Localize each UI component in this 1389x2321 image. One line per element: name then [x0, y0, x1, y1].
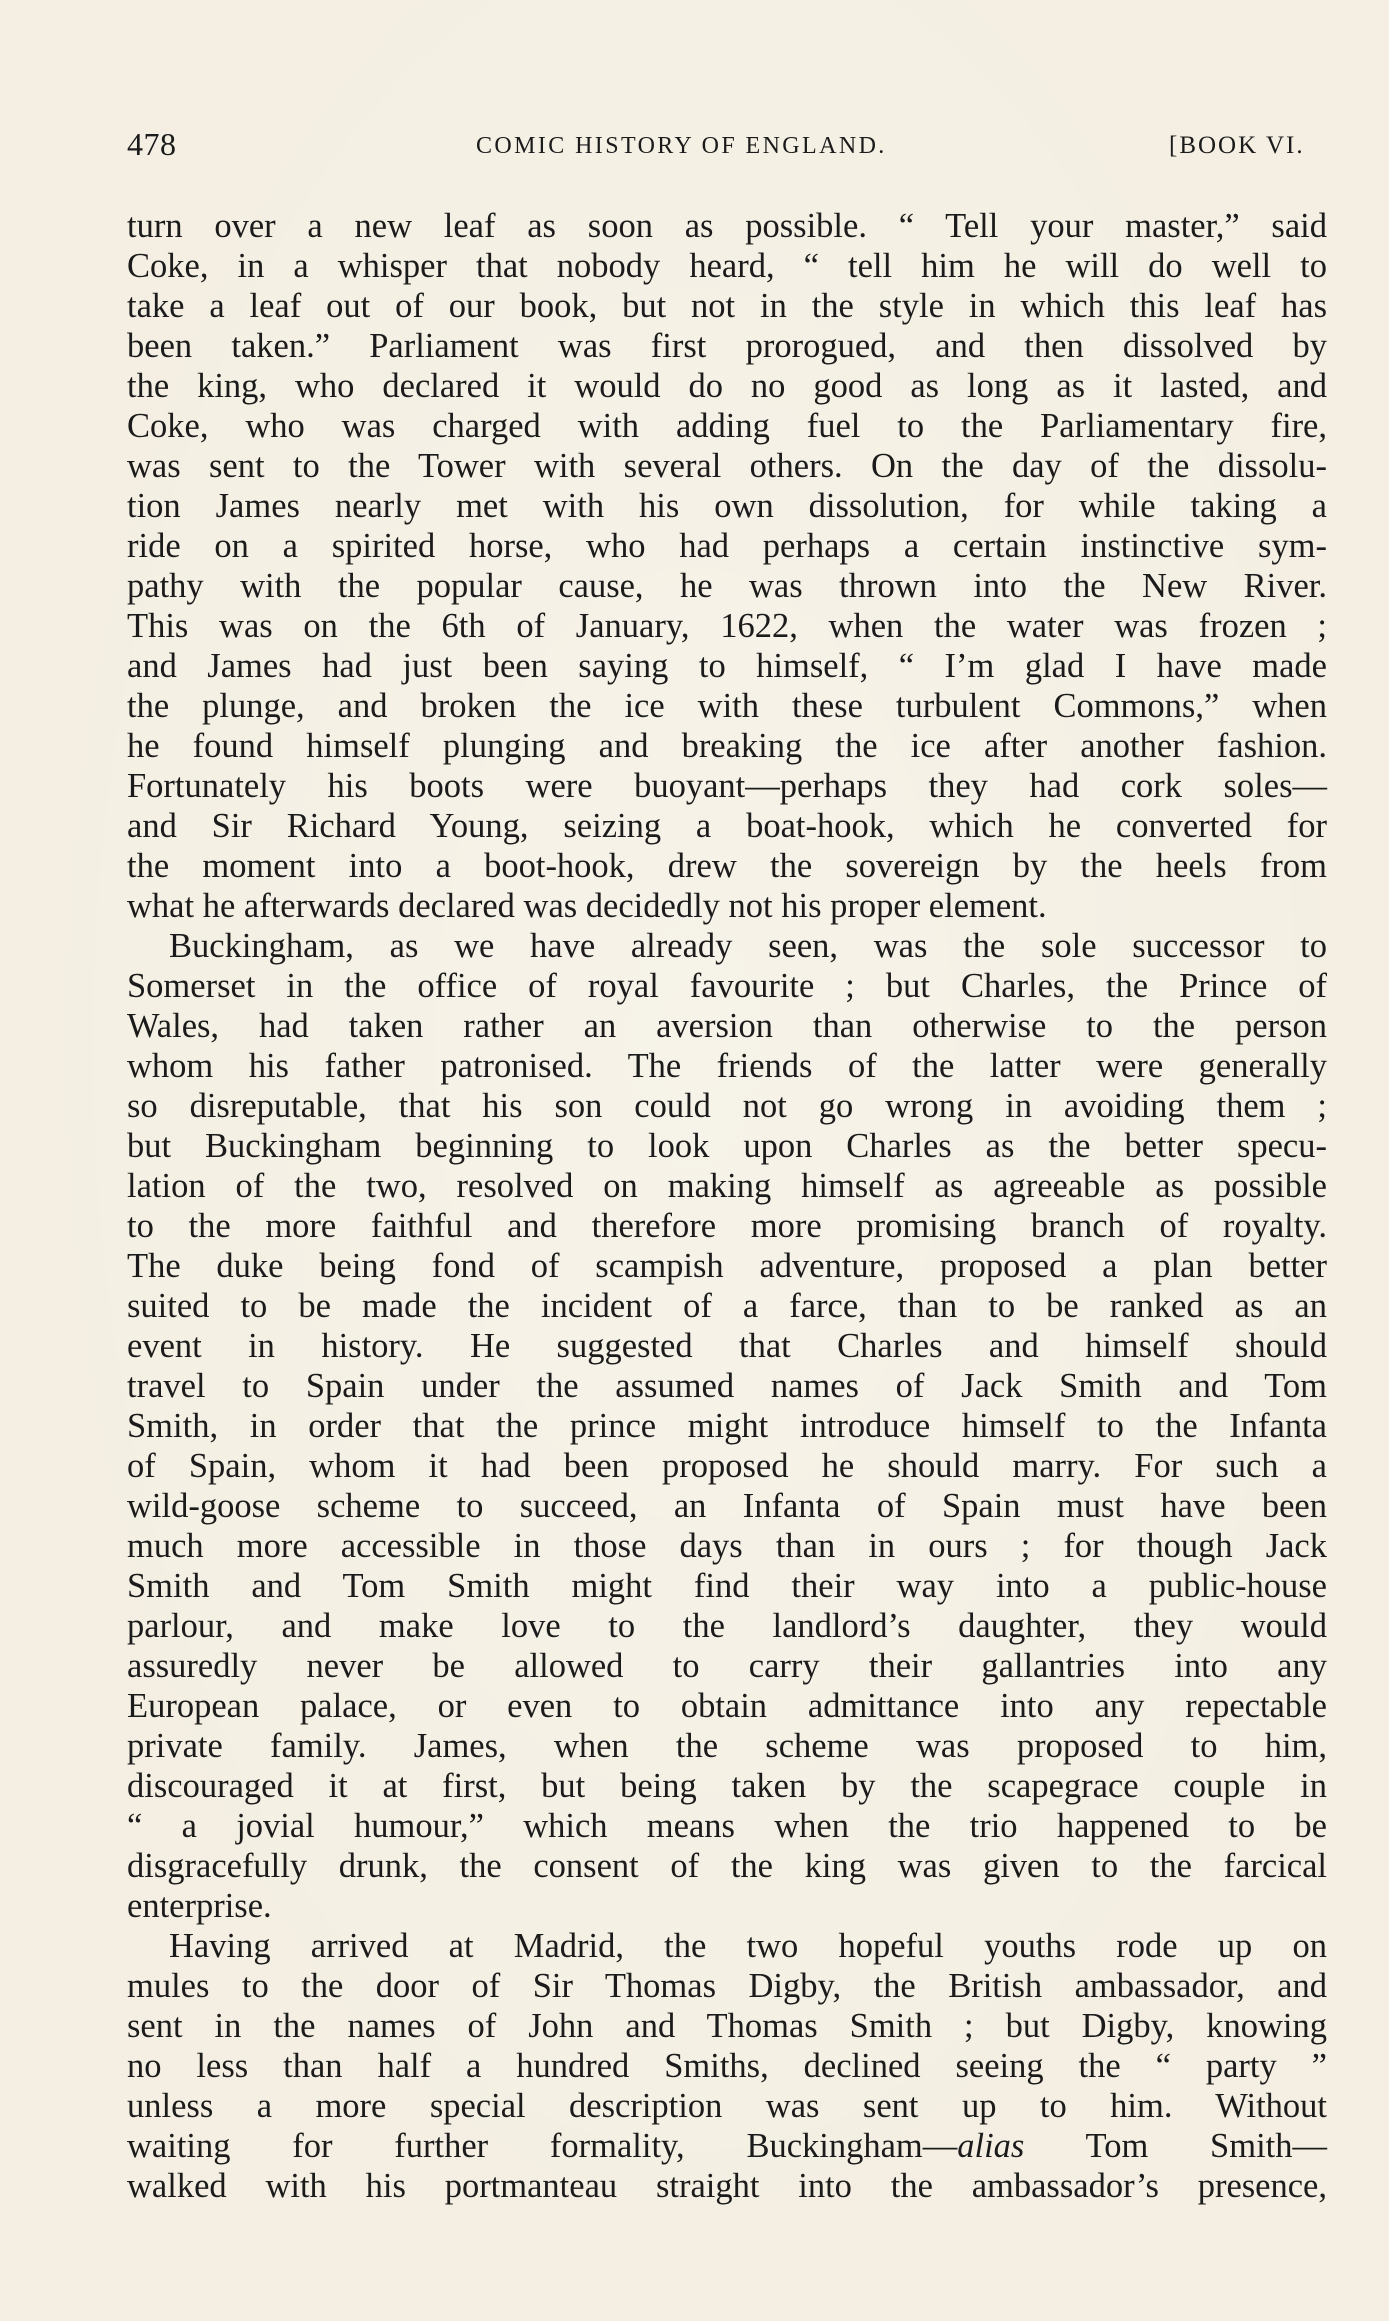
text-line: was sent to the Tower with several others. On the day of the dissolu-: [127, 447, 1327, 485]
text-line: much more accessible in those days than in ours ; for though Jack: [127, 1527, 1327, 1565]
text-line: wild-goose scheme to succeed, an Infanta of Spain must have been: [127, 1487, 1327, 1525]
text-line: European palace, or even to obtain admittance into any repectable: [127, 1687, 1327, 1725]
text-line: lation of the two, resolved on making himself as agreeable as possible: [127, 1167, 1327, 1205]
text-line: parlour, and make love to the landlord’s daughter, they would: [127, 1607, 1327, 1645]
text-line: turn over a new leaf as soon as possible. “ Tell your master,” said: [127, 207, 1327, 245]
text-line: Fortunately his boots were buoyant—perhaps they had cork soles—: [127, 767, 1327, 805]
text-line-with-italic: [127, 2126, 1327, 2166]
text-line: he found himself plunging and breaking the ice after another fashion.: [127, 727, 1327, 765]
italic-word: alias: [957, 2127, 1025, 2165]
text-line: event in history. He suggested that Charles and himself should: [127, 1327, 1327, 1365]
text-line: enterprise.: [127, 1887, 272, 1925]
paragraph-start-line: Buckingham, as we have already seen, was the sole successor to: [169, 927, 1327, 965]
running-title: COMIC HISTORY OF ENGLAND.: [476, 133, 887, 159]
text-line: of Spain, whom it had been proposed he should marry. For such a: [127, 1447, 1327, 1485]
body-text: [127, 206, 1327, 2206]
text-line: pathy with the popular cause, he was thrown into the New River.: [127, 567, 1327, 605]
text-line: “ a jovial humour,” which means when the trio happened to be: [127, 1807, 1327, 1845]
text-line: so disreputable, that his son could not go wrong in avoiding them ;: [127, 1087, 1327, 1125]
text-segment: waiting for further formality, Buckingham—: [127, 2127, 958, 2165]
text-line: Coke, who was charged with adding fuel to the Parliamentary fire,: [127, 407, 1327, 445]
running-head: [127, 122, 1327, 166]
text-line: sent in the names of John and Thomas Smith ; but Digby, knowing: [127, 2007, 1327, 2045]
text-line: mules to the door of Sir Thomas Digby, the British ambassador, and: [127, 1967, 1327, 2005]
text-line: discouraged it at first, but being taken by the scapegrace couple in: [127, 1767, 1327, 1805]
paragraph-start-line: Having arrived at Madrid, the two hopeful youths rode up on: [169, 1927, 1327, 1965]
text-line: to the more faithful and therefore more promising branch of royalty.: [127, 1207, 1327, 1245]
text-line: Somerset in the office of royal favourite ; but Charles, the Prince of: [127, 967, 1327, 1005]
text-line: whom his father patronised. The friends of the latter were generally: [127, 1047, 1327, 1085]
text-line: Coke, in a whisper that nobody heard, “ tell him he will do well to: [127, 247, 1327, 285]
text-line: ride on a spirited horse, who had perhaps a certain instinctive sym-: [127, 527, 1327, 565]
text-line: Smith, in order that the prince might introduce himself to the Infanta: [127, 1407, 1327, 1445]
text-line: the plunge, and broken the ice with these turbulent Commons,” when: [127, 687, 1327, 725]
text-line: take a leaf out of our book, but not in the style in which this leaf has: [127, 287, 1327, 325]
text-line: and James had just been saying to himself, “ I’m glad I have made: [127, 647, 1327, 685]
text-line: no less than half a hundred Smiths, declined seeing the “ party ”: [127, 2047, 1327, 2085]
text-line: travel to Spain under the assumed names of Jack Smith and Tom: [127, 1367, 1327, 1405]
text-line: private family. James, when the scheme was proposed to him,: [127, 1727, 1327, 1765]
book-label: [BOOK VI.: [1169, 132, 1305, 159]
text-line: unless a more special description was sent up to him. Without: [127, 2087, 1327, 2125]
page-number: 478: [127, 126, 177, 162]
text-line: been taken.” Parliament was first prorogued, and then dissolved by: [127, 327, 1327, 365]
text-line: and Sir Richard Young, seizing a boat-hook, which he converted for: [127, 807, 1327, 845]
text-line: walked with his portmanteau straight into the ambassador’s presence,: [127, 2167, 1327, 2205]
text-line: what he afterwards declared was decidedly not his proper element.: [127, 887, 1047, 925]
text-line: but Buckingham beginning to look upon Charles as the better specu-: [127, 1127, 1327, 1165]
text-line: the king, who declared it would do no good as long as it lasted, and: [127, 367, 1327, 405]
text-segment: Tom Smith—: [1024, 2127, 1327, 2165]
text-line: Wales, had taken rather an aversion than otherwise to the person: [127, 1007, 1327, 1045]
text-line: the moment into a boot-hook, drew the sovereign by the heels from: [127, 847, 1327, 885]
text-line: disgracefully drunk, the consent of the king was given to the farcical: [127, 1847, 1327, 1885]
text-line: suited to be made the incident of a farce, than to be ranked as an: [127, 1287, 1327, 1325]
text-line: assuredly never be allowed to carry their gallantries into any: [127, 1647, 1327, 1685]
text-line: tion James nearly met with his own dissolution, for while taking a: [127, 487, 1327, 525]
text-line: This was on the 6th of January, 1622, when the water was frozen ;: [127, 607, 1327, 645]
text-line: The duke being fond of scampish adventure, proposed a plan better: [127, 1247, 1327, 1285]
text-line: Smith and Tom Smith might find their way into a public-house: [127, 1567, 1327, 1605]
